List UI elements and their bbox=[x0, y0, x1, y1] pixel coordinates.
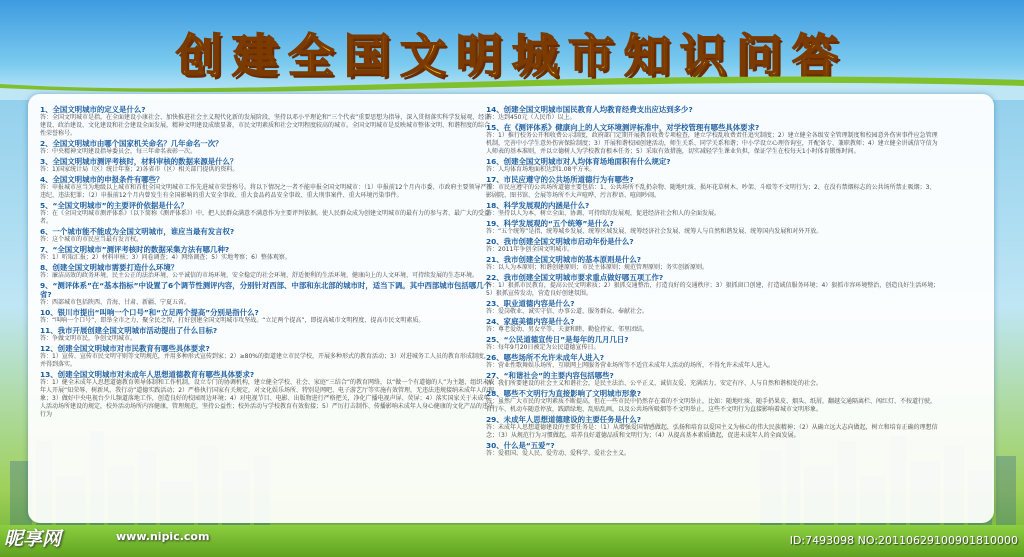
qa-item bbox=[486, 255, 941, 272]
qa-item bbox=[40, 157, 495, 174]
answer-text: 答：以人为本原则；和谐创建原则；市民主体原则；规范管理原则；务实创新原则。 bbox=[486, 264, 709, 271]
answer-text: 答：1）听取汇报；2）材料审核；3）问卷调查；4）网络调查；5）实地考察；6）整体观察。 bbox=[40, 254, 291, 261]
answer-text: 答：1）推行校务公开和收费公示制度，政府部门定期开展教育收费专项检查，建立学校乱收费责任追究制度；2）建立健全各级安全管理制度和校园意外伤害事件应急管理机制，完善中小学生意外伤害保险制度；3）开展和谐校园创建活动，师生关系、同学关系和谐；中小学设立心理咨询室，开配备专、兼职教师；4）建立健全讲诚信守信为人师表的基本准则，并以立德树人为学校教育根本任务；5）采取有效措施，切实减轻学生课业负担，保证学生在校每天1小时体育锻炼时间。 bbox=[486, 132, 938, 155]
question-text: 16、创建全国文明城市对人均体育场地面积有什么规定? bbox=[486, 156, 671, 166]
question-text: 17、市民应遵守的公共场所道德行为有哪些? bbox=[486, 174, 634, 184]
qa-item bbox=[40, 370, 495, 419]
qa-item bbox=[40, 281, 495, 308]
answer-text: 答：全国文明城市是指，在全面建设小康社会、加快推进社会主义现代化新的发展阶段，坚持以邓小平理论和“三个代表”重要思想为指导，深入贯彻落实科学发展观，经济建设、政治建设、文化建设和社会建设全面发展，精神文明建设成绩显著，市民文明素质和社会文明程度较高的城市。全国文明城市是反映城市整体文明、和谐程度的综合性荣誉称号。 bbox=[40, 114, 491, 137]
question-text: 12、创建全国文明城市对市民教育有哪些具体要求? bbox=[40, 344, 210, 353]
question-text: 18、科学发展观的内涵是什么? bbox=[486, 200, 590, 210]
question-text: 15、在《测评体系》健康向上的人文环境测评标准中，对学校管理有哪些具体要求? bbox=[486, 122, 760, 132]
qa-item bbox=[486, 299, 941, 316]
answer-text: 答：2011年争创全国文明城市。 bbox=[486, 246, 574, 253]
qa-item bbox=[40, 245, 495, 262]
question-text: 28、哪些不文明行为直接影响了文明城市形象? bbox=[486, 388, 641, 398]
question-text: 26、哪些场所不允许未成年人进入? bbox=[486, 352, 605, 362]
answer-text: 答：申报城市应当为地级以上城市和首批全国文明城市工作先进城市荣誉称号。将以下情况之一者不能申报全国文明城市：（1）申报前12个月内市委、市政府主要领导严重违纪、违法犯罪；（2）申报前12个月内曾发生有全国影响的重大安全事故、重大食品药品安全事故、重大刑事案件、重大环境污染事件。 bbox=[40, 184, 493, 199]
qa-item bbox=[486, 441, 941, 458]
answer-text: 答：营业性歌舞娱乐场所、互联网上网服务营业场所等不适宜未成年人活动的场所，不得允许未成年人进入。 bbox=[486, 362, 775, 369]
qa-item bbox=[40, 308, 495, 325]
qa-item bbox=[40, 175, 495, 200]
answer-text: 答：未成年人思想道德建设的主要任务是：（1）从增强爱国情感做起，弘扬和培育以爱国主义为核心的伟大民族精神；（2）从确立远大志向做起，树立和培育正确的理想信念；（3）从规范行为习惯做起，培养良好道德品质和文明行为；（4）从提高基本素质做起，促进未成年人的全面发展。 bbox=[486, 424, 938, 439]
question-text: 1、全国文明城市的定义是什么? bbox=[40, 104, 146, 114]
qa-item bbox=[486, 353, 941, 370]
answer-text: 答：“叫响一个口号”，即举全市之力，聚全民之智，打好创建全国文明城市攻坚战。“立足两个提高”，即提高城市文明程度、提高市民文明素质。 bbox=[40, 317, 425, 325]
question-text: 23、职业道德内容是什么? bbox=[486, 298, 575, 308]
answer-text: 答：尊老爱幼、男女平等、夫妻和睦、勤俭持家、邻里团结。 bbox=[486, 326, 649, 333]
qa-column-left bbox=[40, 104, 495, 419]
answer-text: 答：达到450元（人民币）以上。 bbox=[486, 114, 576, 121]
qa-item bbox=[486, 371, 941, 388]
question-text: 4、全国文明城市的申报条件有哪些？ bbox=[40, 174, 164, 184]
question-text: 25、“公民道德宣传日”是每年的几月几日? bbox=[486, 334, 629, 344]
answer-text: 答：人均体育场地面积达到1.08平方米。 bbox=[486, 166, 596, 173]
question-text: 10、银川市提出“叫响一个口号”和“立足两个提高”分别是指什么? bbox=[40, 308, 259, 317]
qa-item bbox=[486, 123, 941, 156]
question-text: 5、“全国文明城市”的主要评价依据是什么？ bbox=[40, 200, 188, 210]
qa-item bbox=[486, 415, 941, 440]
qa-item bbox=[486, 157, 941, 174]
answer-text: 答：市民应遵守的公共场所道德主要包括：1、公共场所不乱扔杂物、随地吐痰、损坏花草树木、吵架、斗殴等不文明行为；2、在没有禁烟标志的公共场所禁止吸烟；3、影剧院、图书馆、会展等场所不大声喧哗、污言秽语、喧闹吵闹。 bbox=[486, 184, 936, 199]
question-text: 27、“和谐社会”的主要内容包括哪些? bbox=[486, 370, 614, 380]
answer-text: 答：中央精神文明建设指导委员会，每三年命名表彰一次。 bbox=[40, 148, 197, 155]
qa-item bbox=[486, 219, 941, 236]
answer-text: 答：“五个统筹”是指，统筹城乡发展、统筹区域发展、统筹经济社会发展、统筹人与自然和谐发展、统筹国内发展和对外开放。 bbox=[486, 228, 823, 235]
qa-item bbox=[40, 201, 495, 226]
qa-item bbox=[486, 273, 941, 298]
answer-text: 答：我们所要建设的社会主义和谐社会，是民主法治、公平正义、诚信友爱、充满活力、安定有序、人与自然和谐相处的社会。 bbox=[486, 380, 823, 387]
question-text: 29、未成年人思想道德建设的主要任务是什么? bbox=[486, 414, 641, 424]
answer-text: 答：1)国家统计局（区）统计年鉴；2)各省市（区）相关部门提供的资料。 bbox=[40, 166, 239, 173]
page-title: 创建全国文明城市知识问答 bbox=[176, 29, 848, 83]
answer-text: 答：爱祖国、爱人民、爱劳动、爱科学、爱社会主义。 bbox=[486, 450, 631, 457]
qa-item bbox=[40, 326, 495, 343]
qa-item bbox=[486, 237, 941, 254]
answer-text: 答：1）宣传、宣传市民文明守则等文明规范，并用多种形式宣传到家；2）≥80%的街道建立市民学校，开展多种形式的教育活动；3）对进城务工人员的教育形成制度，并得到落实。 bbox=[40, 353, 490, 369]
qa-item bbox=[40, 139, 495, 156]
answer-text: 答：爱岗敬业、诚实守信、办事公道、服务群众、奉献社会。 bbox=[486, 308, 649, 315]
qa-item bbox=[40, 105, 495, 138]
question-text: 20、我市创建全国文明城市启动年份是什么? bbox=[486, 236, 634, 246]
answer-text: 答：这个城市的市民应当最有发言权。 bbox=[40, 236, 143, 243]
question-text: 6、一个城市能不能成为全国文明城市，谁应当最有发言权? bbox=[40, 226, 235, 236]
answer-text: 答：1）狠抓市民教育，提高公民文明素质；2）狠抓交通整治，打造良好的交通秩序；3）狠抓窗口创建，打造诚信服务环境；4）狠抓市容环境整治，创造良好生活环境；5）狠抓宣传发动，营造良好创建氛围。 bbox=[486, 282, 940, 297]
watermark-logo: 昵享网 bbox=[4, 528, 62, 550]
answer-text: 答：廉洁高效的政务环境、民主公正的法治环境、公平诚信的市场环境、安全稳定的社会环境、舒适便利的生活环境、健康向上的人文环境、可持续发展的生态环境。 bbox=[40, 272, 479, 279]
question-text: 9、“测评体系”在“基本指标”中设置了6个调节性测评内容，分别针对西部、中部和东北部的城市时，适当下调。其中西部城市包括哪几个省? bbox=[40, 280, 491, 299]
question-text: 3、全国文明城市测评考核时，材料审核的数据来源是什么？ bbox=[40, 156, 238, 166]
qa-item bbox=[486, 389, 941, 414]
watermark-url: www.nipic.com bbox=[116, 530, 210, 543]
question-text: 19、科学发展观的“五个统筹”是什么? bbox=[486, 218, 614, 228]
image-id-label: ID:7493098 NO:20110629100901810000 bbox=[789, 534, 1018, 547]
question-text: 30、什么是“五爱”? bbox=[486, 440, 555, 450]
question-text: 14、创建全国文明城市国民教育人均教育经费支出应达到多少? bbox=[486, 104, 693, 114]
answer-text: 答：每年9月20日被定为公民道德宣传日。 bbox=[486, 344, 600, 351]
qa-item bbox=[486, 317, 941, 334]
answer-text: 答：坚持以人为本，树立全面、协调、可持续的发展观，促进经济社会和人的全面发展。 bbox=[486, 210, 721, 217]
question-text: 21、我市创建全国文明城市的基本原则是什么? bbox=[486, 254, 641, 264]
qa-item bbox=[486, 335, 941, 352]
question-text: 22、我市创建全国文明城市要求重点做好哪五项工作? bbox=[486, 272, 664, 282]
question-text: 24、家庭美德内容是什么? bbox=[486, 316, 575, 326]
qa-item bbox=[486, 105, 941, 122]
question-text: 7、“全国文明城市”测评考核时的数据采集方法有哪几种? bbox=[40, 244, 230, 254]
qa-column-right bbox=[486, 104, 941, 458]
question-text: 11、我市开展创建全国文明城市活动提出了什么目标? bbox=[40, 326, 218, 335]
answer-text: 答：在《全国文明城市测评体系》（以下简称《测评体系》）中，把人民群众满意不满意作为主要评判依据，使人民群众成为创建文明城市的最有力的参与者、最广大的受益者。 bbox=[40, 210, 491, 225]
question-text: 13、创建全国文明城市对未成年人思想道德教育有哪些具体要求? bbox=[40, 370, 255, 379]
qa-item bbox=[40, 344, 495, 369]
qa-item bbox=[486, 201, 941, 218]
answer-text: 答：1）健全未成年人思想道德教育领导体制和工作机制，设立专门的协调机构，建立健全学校、社会、家庭“三结合”的教育网络，以“做一个有道德的人”为主题，组织未成年人开展“知荣辱、树新风、我行动”道德实践活动；2）严格执行国家有关规定，对文化娱乐场所、特别是网吧、电子游艺厅等实施有效管理，无违法违规接纳未成年人的现象；3）做好中央电视台少儿频道落地工作，创造良好的校园周边环境；4）对电视节目、电影、出版物进行严格把关，净化广播电视声屏、荧屏；4）落实国家关于未成年人活动场所建设的规定，校外活动场所内容健康，管理规范，坚持公益性；校外活动与学校教育有效衔接；5）严厉打击制作、传播影响未成年人身心健康的文化产品的违法行为 bbox=[40, 379, 495, 419]
qa-item bbox=[486, 175, 941, 200]
answer-text: 答：虽然广大市民的文明素质不断提高，但在一些市民中仍然存在着的不文明举止，比如：随地吐痰、随手扔果皮、烟头、纸屑，翻越交通隔离栏、闯红灯、不按道行驶，自行车、机动车随意停放，践踏绿地、乱贴乱画，以及公共场所吸烟等不文明举止，这些不文明行为直接影响着城市文明形象。 bbox=[486, 398, 937, 413]
answer-text: 答：争做文明市民，争创文明城市。 bbox=[40, 335, 137, 343]
qa-item bbox=[40, 263, 495, 280]
answer-text: 答：西部城市包括陕西、青海、甘肃、新疆、宁夏五省。 bbox=[40, 299, 191, 307]
qa-item bbox=[40, 227, 495, 244]
question-text: 8、创建全国文明城市需要打造什么环境？ bbox=[40, 262, 179, 272]
question-text: 2、全国文明城市由哪个国家机关命名？几年命名一次？ bbox=[40, 138, 223, 148]
